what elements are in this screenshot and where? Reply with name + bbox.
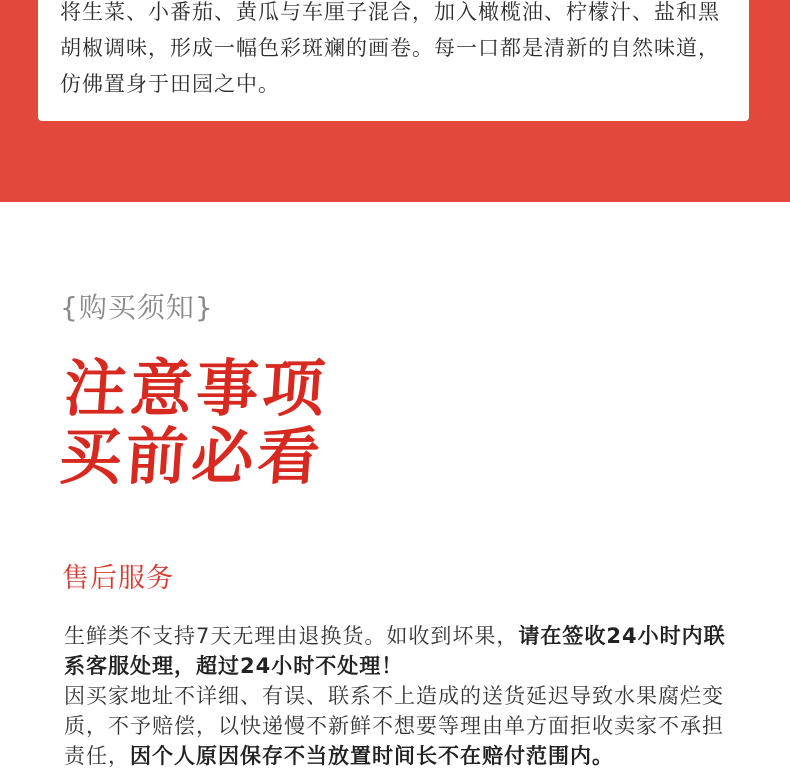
intro-card: [38, 0, 749, 121]
after-sales-title: 售后服务: [62, 563, 174, 594]
heading-line-read-before-buying: 买前必看: [57, 420, 327, 493]
heading-line-attention: 注意事项: [61, 352, 331, 425]
notice-emphasis-1: 请在签收24小时内联系客服处理，超过24小时不处理！: [64, 624, 726, 678]
notice-text-1: 生鲜类不支持7天无理由退换货。如收到坏果，: [64, 624, 519, 648]
notice-emphasis-2: 因个人原因保存不当放置时间长不在赔付范围内。: [130, 744, 614, 768]
purchase-notice-label: {购买须知}: [60, 291, 214, 324]
after-sales-notice: [64, 621, 744, 771]
notice-text-2: 因买家地址不详细、有误、联系不上造成的送货延迟导致水果腐烂变质，不予赔偿，以快递慢不新鲜不想要等理由单方面拒收卖家不承担责任，: [64, 684, 724, 768]
notice-heading: [57, 352, 331, 493]
intro-text: 将生菜、小番茄、黄瓜与车厘子混合，加入橄榄油、柠檬汁、盐和黑胡椒调味，形成一幅色彩斑斓的画卷。每一口都是清新的自然味道，仿佛置身于田园之中。: [60, 0, 720, 96]
